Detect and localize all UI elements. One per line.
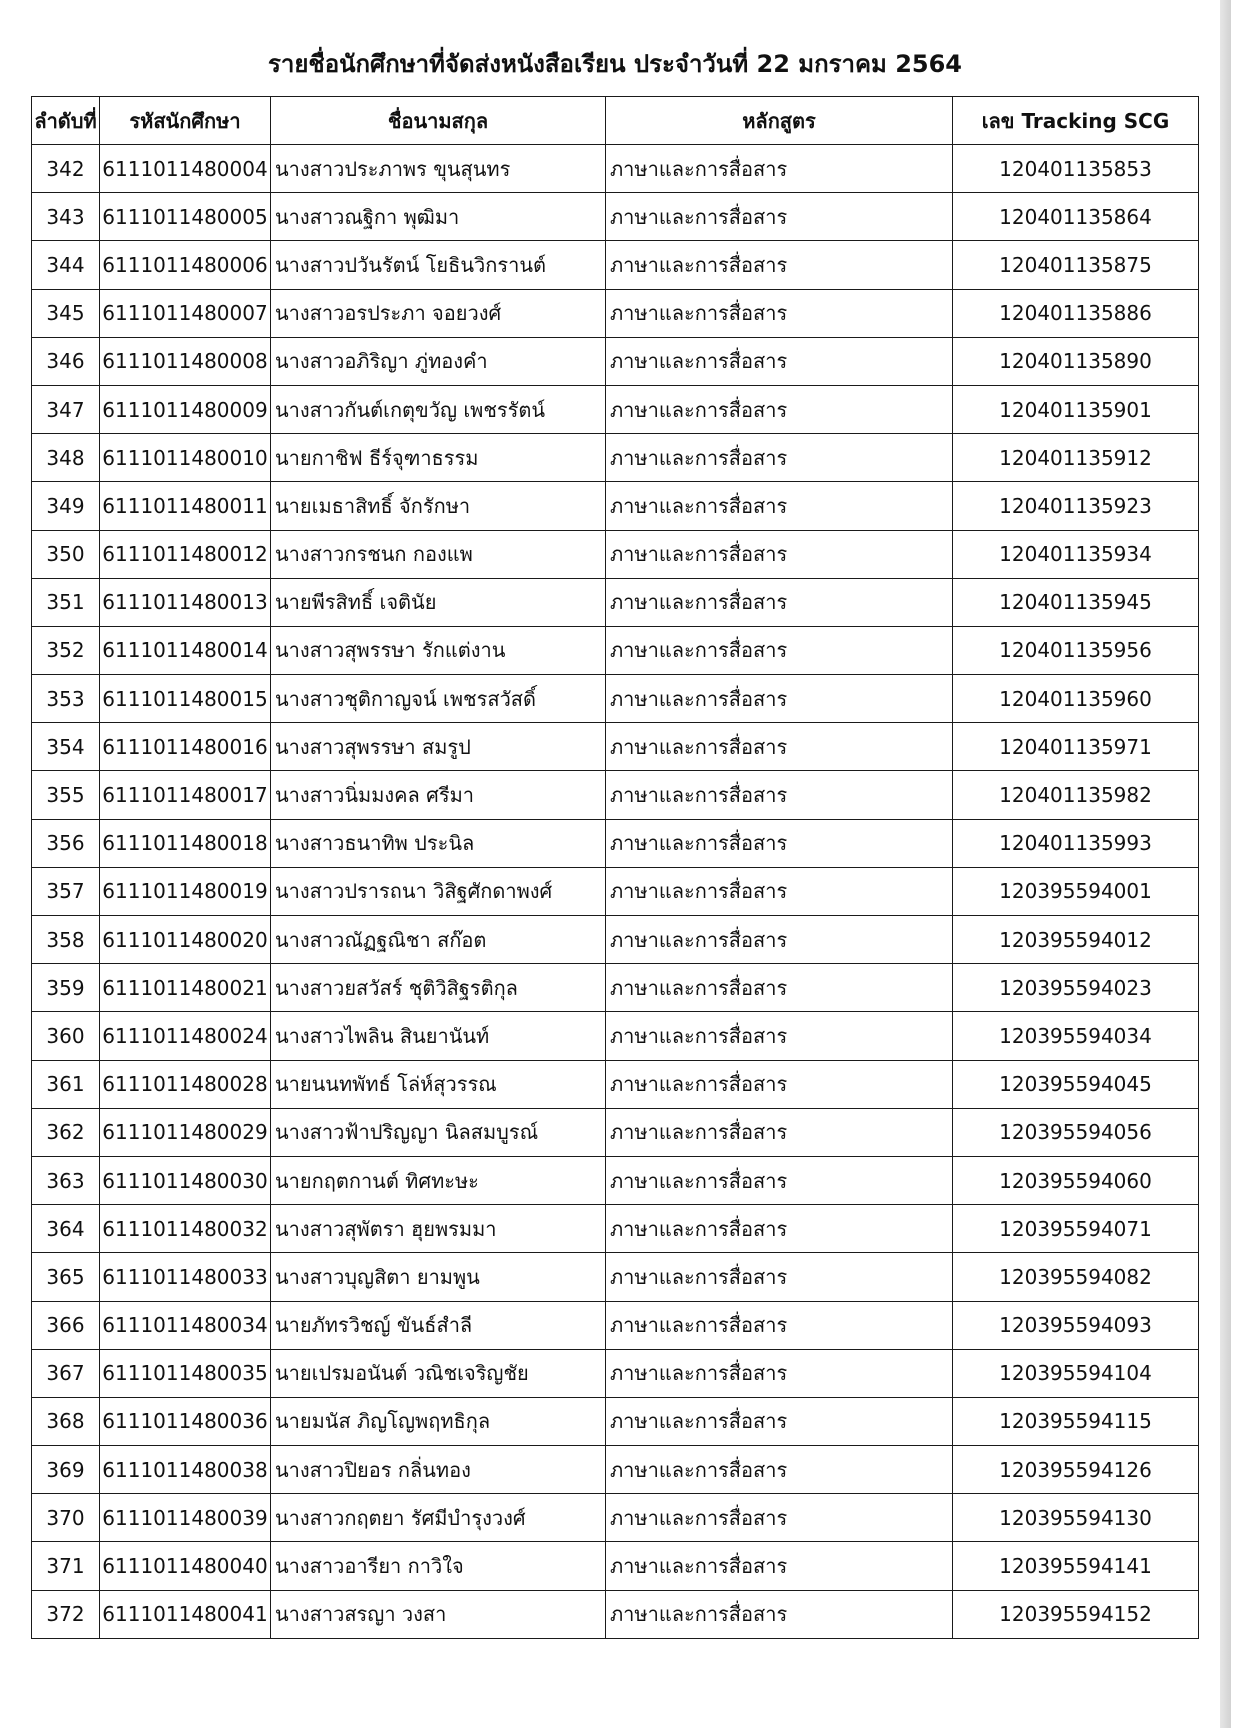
cell-student-id: 6111011480008 bbox=[100, 337, 271, 385]
column-header-seq: ลำดับที่ bbox=[32, 97, 100, 145]
table-row bbox=[32, 1397, 1199, 1445]
cell-student-id: 6111011480032 bbox=[100, 1205, 271, 1253]
cell-seq: 353 bbox=[32, 675, 100, 723]
cell-student-id: 6111011480012 bbox=[100, 530, 271, 578]
cell-name: นางสาวบุญสิตา ยามพูน bbox=[271, 1253, 606, 1301]
table-row bbox=[32, 193, 1199, 241]
cell-program: ภาษาและการสื่อสาร bbox=[606, 626, 953, 674]
cell-seq: 371 bbox=[32, 1542, 100, 1590]
cell-program: ภาษาและการสื่อสาร bbox=[606, 916, 953, 964]
cell-tracking: 120395594130 bbox=[953, 1494, 1199, 1542]
cell-name: นางสาวกรชนก กองแพ bbox=[271, 530, 606, 578]
cell-student-id: 6111011480024 bbox=[100, 1012, 271, 1060]
cell-name: นายเมธาสิทธิ์ จักรักษา bbox=[271, 482, 606, 530]
cell-name: นางสาวปรารถนา วิสิฐศักดาพงศ์ bbox=[271, 867, 606, 915]
cell-name: นางสาวนิ่มมงคล ศรีมา bbox=[271, 771, 606, 819]
cell-program: ภาษาและการสื่อสาร bbox=[606, 1012, 953, 1060]
cell-name: นางสาวอรประภา จอยวงศ์ bbox=[271, 289, 606, 337]
cell-program: ภาษาและการสื่อสาร bbox=[606, 1205, 953, 1253]
cell-name: นางสาวปวันรัตน์ โยธินวิกรานต์ bbox=[271, 241, 606, 289]
cell-student-id: 6111011480019 bbox=[100, 867, 271, 915]
cell-student-id: 6111011480013 bbox=[100, 578, 271, 626]
cell-name: นางสาวฟ้าปริญญา นิลสมบูรณ์ bbox=[271, 1108, 606, 1156]
cell-name: นางสาวสรญา วงสา bbox=[271, 1590, 606, 1638]
cell-student-id: 6111011480041 bbox=[100, 1590, 271, 1638]
table-row bbox=[32, 578, 1199, 626]
cell-student-id: 6111011480038 bbox=[100, 1446, 271, 1494]
cell-seq: 363 bbox=[32, 1156, 100, 1204]
table-row bbox=[32, 626, 1199, 674]
cell-student-id: 6111011480018 bbox=[100, 819, 271, 867]
cell-program: ภาษาและการสื่อสาร bbox=[606, 1156, 953, 1204]
table-row bbox=[32, 964, 1199, 1012]
cell-seq: 349 bbox=[32, 482, 100, 530]
cell-seq: 360 bbox=[32, 1012, 100, 1060]
cell-tracking: 120395594082 bbox=[953, 1253, 1199, 1301]
cell-tracking: 120401135886 bbox=[953, 289, 1199, 337]
cell-program: ภาษาและการสื่อสาร bbox=[606, 819, 953, 867]
cell-student-id: 6111011480014 bbox=[100, 626, 271, 674]
cell-seq: 347 bbox=[32, 385, 100, 433]
cell-tracking: 120395594034 bbox=[953, 1012, 1199, 1060]
cell-tracking: 120395594001 bbox=[953, 867, 1199, 915]
cell-student-id: 6111011480020 bbox=[100, 916, 271, 964]
cell-student-id: 6111011480039 bbox=[100, 1494, 271, 1542]
table-row bbox=[32, 771, 1199, 819]
cell-student-id: 6111011480034 bbox=[100, 1301, 271, 1349]
cell-student-id: 6111011480009 bbox=[100, 385, 271, 433]
table-row bbox=[32, 145, 1199, 193]
table-row bbox=[32, 1446, 1199, 1494]
cell-program: ภาษาและการสื่อสาร bbox=[606, 1542, 953, 1590]
cell-seq: 350 bbox=[32, 530, 100, 578]
cell-seq: 344 bbox=[32, 241, 100, 289]
cell-name: นางสาวประภาพร ขุนสุนทร bbox=[271, 145, 606, 193]
cell-seq: 359 bbox=[32, 964, 100, 1012]
cell-tracking: 120401135982 bbox=[953, 771, 1199, 819]
table-row bbox=[32, 434, 1199, 482]
cell-tracking: 120401135971 bbox=[953, 723, 1199, 771]
cell-student-id: 6111011480033 bbox=[100, 1253, 271, 1301]
cell-seq: 367 bbox=[32, 1349, 100, 1397]
cell-tracking: 120401135875 bbox=[953, 241, 1199, 289]
cell-tracking: 120401135945 bbox=[953, 578, 1199, 626]
cell-tracking: 120395594060 bbox=[953, 1156, 1199, 1204]
table-row bbox=[32, 675, 1199, 723]
table-row bbox=[32, 867, 1199, 915]
cell-seq: 368 bbox=[32, 1397, 100, 1445]
page-edge-shadow bbox=[1220, 0, 1231, 1728]
cell-seq: 343 bbox=[32, 193, 100, 241]
cell-tracking: 120401135901 bbox=[953, 385, 1199, 433]
cell-tracking: 120401135960 bbox=[953, 675, 1199, 723]
cell-tracking: 120401135853 bbox=[953, 145, 1199, 193]
cell-student-id: 6111011480006 bbox=[100, 241, 271, 289]
table-row bbox=[32, 1590, 1199, 1638]
cell-tracking: 120401135864 bbox=[953, 193, 1199, 241]
cell-program: ภาษาและการสื่อสาร bbox=[606, 1108, 953, 1156]
cell-program: ภาษาและการสื่อสาร bbox=[606, 145, 953, 193]
table-row bbox=[32, 916, 1199, 964]
cell-tracking: 120401135912 bbox=[953, 434, 1199, 482]
cell-name: นางสาวยสวัสร์ ชุติวิสิฐรติกุล bbox=[271, 964, 606, 1012]
column-header-program: หลักสูตร bbox=[606, 97, 953, 145]
cell-program: ภาษาและการสื่อสาร bbox=[606, 337, 953, 385]
cell-student-id: 6111011480015 bbox=[100, 675, 271, 723]
table-row bbox=[32, 1494, 1199, 1542]
cell-seq: 352 bbox=[32, 626, 100, 674]
cell-program: ภาษาและการสื่อสาร bbox=[606, 723, 953, 771]
cell-tracking: 120395594071 bbox=[953, 1205, 1199, 1253]
cell-tracking: 120395594152 bbox=[953, 1590, 1199, 1638]
header-row bbox=[32, 97, 1199, 145]
table-row bbox=[32, 1205, 1199, 1253]
cell-student-id: 6111011480005 bbox=[100, 193, 271, 241]
cell-program: ภาษาและการสื่อสาร bbox=[606, 1446, 953, 1494]
table-row bbox=[32, 1156, 1199, 1204]
cell-program: ภาษาและการสื่อสาร bbox=[606, 1301, 953, 1349]
cell-student-id: 6111011480016 bbox=[100, 723, 271, 771]
cell-name: นายกาชิฟ ธีร์จุฑาธรรม bbox=[271, 434, 606, 482]
cell-name: นางสาวธนาทิพ ประนิล bbox=[271, 819, 606, 867]
cell-student-id: 6111011480035 bbox=[100, 1349, 271, 1397]
cell-student-id: 6111011480036 bbox=[100, 1397, 271, 1445]
cell-seq: 362 bbox=[32, 1108, 100, 1156]
table-row bbox=[32, 1253, 1199, 1301]
table-row bbox=[32, 289, 1199, 337]
cell-student-id: 6111011480028 bbox=[100, 1060, 271, 1108]
cell-seq: 346 bbox=[32, 337, 100, 385]
cell-name: นายภัทรวิชญ์ ขันธ์สำลี bbox=[271, 1301, 606, 1349]
cell-seq: 361 bbox=[32, 1060, 100, 1108]
table-row bbox=[32, 1108, 1199, 1156]
cell-student-id: 6111011480004 bbox=[100, 145, 271, 193]
cell-tracking: 120401135923 bbox=[953, 482, 1199, 530]
table-row bbox=[32, 385, 1199, 433]
cell-program: ภาษาและการสื่อสาร bbox=[606, 1397, 953, 1445]
cell-tracking: 120401135956 bbox=[953, 626, 1199, 674]
cell-seq: 356 bbox=[32, 819, 100, 867]
cell-program: ภาษาและการสื่อสาร bbox=[606, 482, 953, 530]
cell-student-id: 6111011480011 bbox=[100, 482, 271, 530]
cell-name: นายมนัส ภิญโญพฤทธิกุล bbox=[271, 1397, 606, 1445]
cell-tracking: 120395594115 bbox=[953, 1397, 1199, 1445]
cell-student-id: 6111011480017 bbox=[100, 771, 271, 819]
cell-seq: 366 bbox=[32, 1301, 100, 1349]
cell-seq: 365 bbox=[32, 1253, 100, 1301]
cell-seq: 342 bbox=[32, 145, 100, 193]
cell-program: ภาษาและการสื่อสาร bbox=[606, 771, 953, 819]
column-header-name: ชื่อนามสกุล bbox=[271, 97, 606, 145]
cell-program: ภาษาและการสื่อสาร bbox=[606, 1590, 953, 1638]
cell-name: นางสาวไพลิน สินยานันท์ bbox=[271, 1012, 606, 1060]
cell-name: นางสาวณฐิกา พุฒิมา bbox=[271, 193, 606, 241]
table-row bbox=[32, 241, 1199, 289]
cell-tracking: 120401135890 bbox=[953, 337, 1199, 385]
cell-program: ภาษาและการสื่อสาร bbox=[606, 289, 953, 337]
cell-name: นางสาวกันต์เกตุขวัญ เพชรรัตน์ bbox=[271, 385, 606, 433]
cell-tracking: 120395594045 bbox=[953, 1060, 1199, 1108]
cell-program: ภาษาและการสื่อสาร bbox=[606, 434, 953, 482]
cell-tracking: 120395594141 bbox=[953, 1542, 1199, 1590]
cell-name: นางสาวสุพรรษา สมรูป bbox=[271, 723, 606, 771]
cell-seq: 370 bbox=[32, 1494, 100, 1542]
table-row bbox=[32, 819, 1199, 867]
cell-seq: 358 bbox=[32, 916, 100, 964]
cell-program: ภาษาและการสื่อสาร bbox=[606, 385, 953, 433]
cell-name: นายพีรสิทธิ์ เจตินัย bbox=[271, 578, 606, 626]
cell-name: นางสาวอารียา กาวิใจ bbox=[271, 1542, 606, 1590]
cell-program: ภาษาและการสื่อสาร bbox=[606, 530, 953, 578]
table-row bbox=[32, 337, 1199, 385]
cell-tracking: 120395594093 bbox=[953, 1301, 1199, 1349]
cell-program: ภาษาและการสื่อสาร bbox=[606, 1494, 953, 1542]
cell-name: นายนนทพัทธ์ โล่ห์สุวรรณ bbox=[271, 1060, 606, 1108]
table-row bbox=[32, 1349, 1199, 1397]
cell-program: ภาษาและการสื่อสาร bbox=[606, 241, 953, 289]
table-row bbox=[32, 723, 1199, 771]
cell-name: นางสาวกฤตยา รัศมีบำรุงวงศ์ bbox=[271, 1494, 606, 1542]
cell-student-id: 6111011480040 bbox=[100, 1542, 271, 1590]
cell-seq: 354 bbox=[32, 723, 100, 771]
table-row bbox=[32, 1060, 1199, 1108]
cell-seq: 364 bbox=[32, 1205, 100, 1253]
table-body bbox=[32, 145, 1199, 1639]
cell-student-id: 6111011480029 bbox=[100, 1108, 271, 1156]
cell-name: นางสาวอภิริญา ภู่ทองคำ bbox=[271, 337, 606, 385]
cell-program: ภาษาและการสื่อสาร bbox=[606, 193, 953, 241]
cell-seq: 357 bbox=[32, 867, 100, 915]
cell-student-id: 6111011480010 bbox=[100, 434, 271, 482]
table-row bbox=[32, 482, 1199, 530]
cell-tracking: 120401135993 bbox=[953, 819, 1199, 867]
cell-program: ภาษาและการสื่อสาร bbox=[606, 867, 953, 915]
cell-seq: 372 bbox=[32, 1590, 100, 1638]
cell-tracking: 120395594056 bbox=[953, 1108, 1199, 1156]
column-header-student-id: รหัสนักศึกษา bbox=[100, 97, 271, 145]
column-header-tracking: เลข Tracking SCG bbox=[953, 97, 1199, 145]
cell-tracking: 120401135934 bbox=[953, 530, 1199, 578]
cell-program: ภาษาและการสื่อสาร bbox=[606, 1253, 953, 1301]
table-row bbox=[32, 530, 1199, 578]
cell-student-id: 6111011480021 bbox=[100, 964, 271, 1012]
cell-seq: 345 bbox=[32, 289, 100, 337]
cell-tracking: 120395594104 bbox=[953, 1349, 1199, 1397]
document-title: รายชื่อนักศึกษาที่จัดส่งหนังสือเรียน ประจำวันที่ 22 มกราคม 2564 bbox=[267, 50, 962, 78]
cell-program: ภาษาและการสื่อสาร bbox=[606, 1060, 953, 1108]
table-row bbox=[32, 1542, 1199, 1590]
cell-name: นางสาวปิยอร กลิ่นทอง bbox=[271, 1446, 606, 1494]
shipment-table bbox=[31, 96, 1199, 1639]
cell-name: นายเปรมอนันต์ วณิชเจริญชัย bbox=[271, 1349, 606, 1397]
cell-program: ภาษาและการสื่อสาร bbox=[606, 675, 953, 723]
cell-seq: 348 bbox=[32, 434, 100, 482]
table-row bbox=[32, 1301, 1199, 1349]
cell-tracking: 120395594023 bbox=[953, 964, 1199, 1012]
cell-tracking: 120395594126 bbox=[953, 1446, 1199, 1494]
table-row bbox=[32, 1012, 1199, 1060]
cell-student-id: 6111011480007 bbox=[100, 289, 271, 337]
cell-name: นางสาวชุติกาญจน์ เพชรสวัสดิ์ bbox=[271, 675, 606, 723]
cell-name: นางสาวสุพัตรา ฮุยพรมมา bbox=[271, 1205, 606, 1253]
cell-program: ภาษาและการสื่อสาร bbox=[606, 1349, 953, 1397]
cell-name: นางสาวสุพรรษา รักแต่งาน bbox=[271, 626, 606, 674]
cell-name: นางสาวณัฏฐณิชา สก๊อต bbox=[271, 916, 606, 964]
cell-name: นายกฤตกานต์ ทิศทะษะ bbox=[271, 1156, 606, 1204]
cell-student-id: 6111011480030 bbox=[100, 1156, 271, 1204]
cell-seq: 351 bbox=[32, 578, 100, 626]
cell-tracking: 120395594012 bbox=[953, 916, 1199, 964]
cell-program: ภาษาและการสื่อสาร bbox=[606, 964, 953, 1012]
cell-program: ภาษาและการสื่อสาร bbox=[606, 578, 953, 626]
cell-seq: 369 bbox=[32, 1446, 100, 1494]
cell-seq: 355 bbox=[32, 771, 100, 819]
